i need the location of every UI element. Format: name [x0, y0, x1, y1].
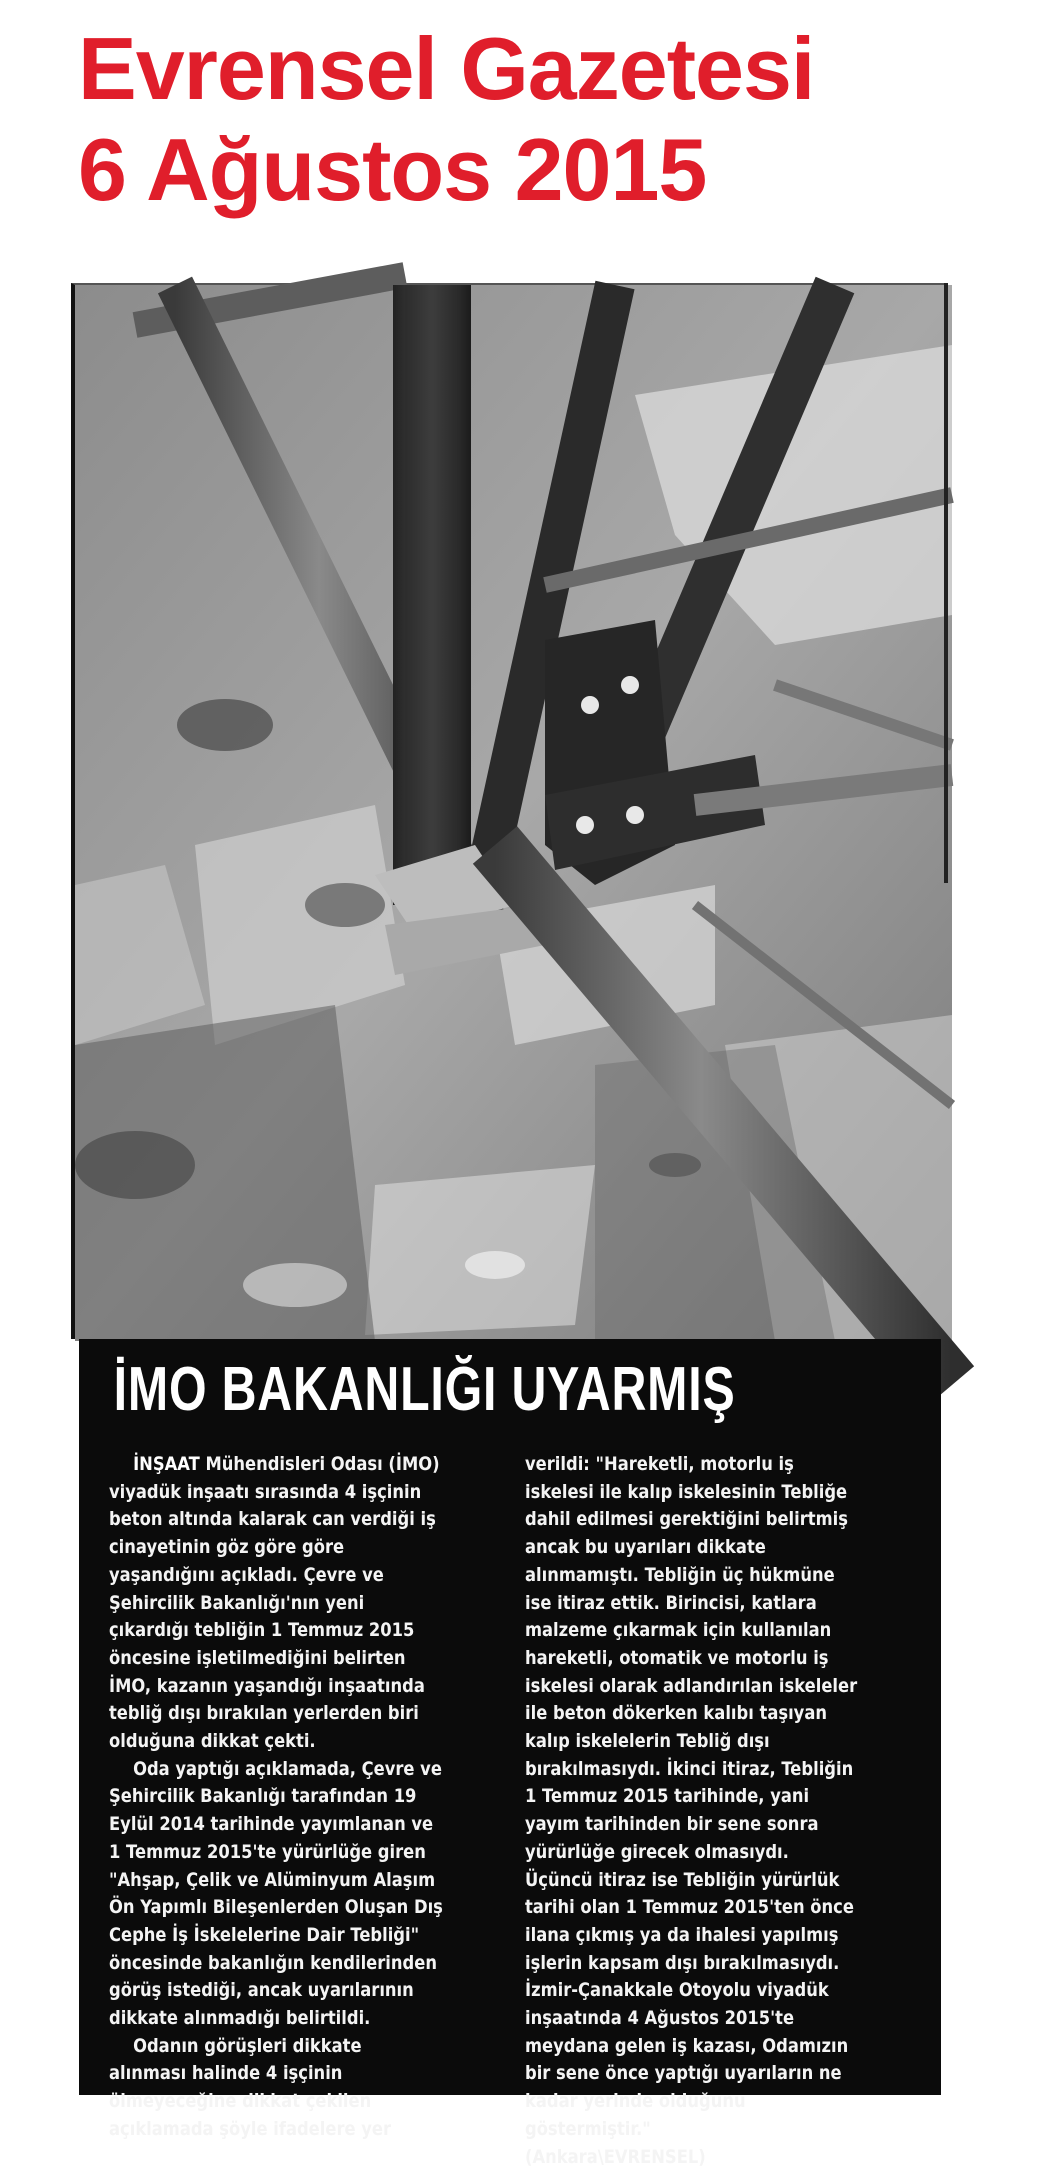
- article-paragraph: Odanın görüşleri dikkate alınması halinde 4 işçinin ölmeyeceğine dikkat çekilen açıklamada şöyle ifadelere yer: [109, 2034, 392, 2140]
- article-columns: [109, 1451, 919, 2171]
- scaffolding-photo: [71, 283, 948, 1339]
- article-headline: İMO BAKANLIĞI UYARMIŞ: [113, 1355, 736, 1424]
- article-paragraph: verildi: "Hareketli, motorlu iş iskelesi ile kalıp iskelesinin Tebliğe dahil edilmesi gerektiğini belirtmiş ancak bu uyarıları dikkate alınmamıştı. Tebliğin üç hükmüne ise itiraz ettik. Birincisi, katlara malzeme çıkarmak için kullanılan hareketli, otomatik ve motorlu iş iskelesi olarak adlandırılan iskeleler ile beton dökerken kalıbı taşıyan kalıp iskelelerin Tebliğ dışı bırakılmasıydı. İkinci itiraz, Tebliğin 1 Temmuz 2015 tarihinde, yani yayım tarihinden bir sene sonra yürürlüğe girecek olmasıydı. Üçüncü itiraz ise Tebliğin yürürlük tarihi olan 1 Temmuz 2015'ten önce ilana çıkmış ya da ihalesi yapılmış işlerin kapsam dışı bırakılmasıydı. İzmir-Çanakkale Otoyolu viyadük inşaatında 4 Ağustos 2015'te meydana gelen iş kazası, Odamızın bir sene önce yaptığı uyarıların ne kadar yerinde olduğunu göstermiştir.": [525, 1453, 858, 2140]
- clipping-edge: [944, 283, 948, 883]
- article-column-right: [525, 1451, 860, 2171]
- paragraph-text: Mühendisleri Odası (İMO) viyadük inşaatı sırasında 4 işçinin beton altında kalarak can verdiği iş cinayetinin göz göre göre yaşandığını açıkladı. Çevre ve Şehircilik Bakanlığı'nın yeni çıkardığı tebliğin 1 Temmuz 2015 öncesine işletilmediğini belirten İMO, kazanın yaşandığı inşaatında tebliğ dışı bırakılan yerlerden biri olduğuna dikkat çekti.: [109, 1453, 440, 1753]
- news-clipping: [71, 283, 948, 2168]
- newspaper-name: Evrensel Gazetesi: [78, 19, 815, 118]
- article-byline: (Ankara\EVRENSEL): [525, 2145, 706, 2168]
- article-paragraph: Oda yaptığı açıklamada, Çevre ve Şehircilik Bakanlığı tarafından 19 Eylül 2014 tarihinde yayımlanan ve 1 Temmuz 2015'te yürürlüğe giren "Ahşap, Çelik ve Alüminyum Alaşım Ön Yapımlı Bileşenlerden Oluşan Dış Cephe İş İskelelerine Dair Tebliği" öncesinde bakanlığın kendilerinden görüş istediği, ancak uyarılarının dikkate alınmadığı belirtildi.: [109, 1757, 443, 2030]
- publication-date: 6 Ağustos 2015: [78, 120, 707, 220]
- article-box: [79, 1339, 941, 2168]
- lead-word: İNŞAAT: [133, 1453, 200, 1475]
- article-paragraph: [109, 1451, 444, 1756]
- article-column-left: [109, 1451, 444, 2171]
- newspaper-header: [78, 18, 814, 220]
